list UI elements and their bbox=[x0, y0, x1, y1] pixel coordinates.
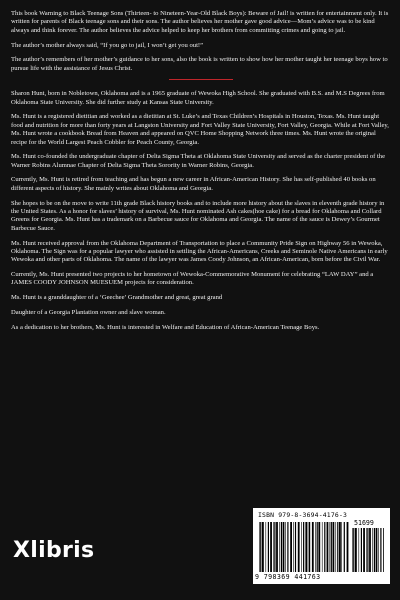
barcode-bar bbox=[279, 522, 280, 572]
red-divider bbox=[169, 79, 233, 80]
bio-paragraph-5: She hopes to be on the move to write 11th grade Black history books and to include more history about the slaves in eleventh grade history in the United States. As a honor for slaves’ history of survival, Ms. Hunt nominated Ash cakes(hoe cake) for a bread for Oklahoma and Collard Greens for Georgia. Ms. Hunt has a trademark on a Barbecue sauce for Oklahoma and Georgia. The name of the sauce is Dewey’s Gourmet Barbecue Sauce. bbox=[11, 199, 385, 232]
barcode-bar bbox=[330, 522, 331, 572]
barcode-bar bbox=[367, 528, 368, 572]
barcode-bar bbox=[285, 522, 286, 572]
barcode-bar bbox=[308, 522, 309, 572]
barcode-bar bbox=[315, 522, 316, 572]
intro-paragraph-2: The author’s mother always said, “If you go to jail, I won’t get you out!” bbox=[11, 41, 204, 49]
barcode-bar bbox=[344, 522, 345, 572]
isbn-label: ISBN 979-8-3694-4176-3 bbox=[258, 511, 348, 519]
barcode-bar bbox=[361, 528, 362, 572]
barcode-bar bbox=[317, 522, 318, 572]
barcode-bar bbox=[380, 528, 381, 572]
bio-paragraph-7: Currently, Ms. Hunt presented two projects to her hometown of Wewoka-Commemorative Monument for celebrating “LAW DAY” and a JAMES COODY JOHNSON MUESUEM projects for consideration. bbox=[11, 271, 374, 287]
barcode-bar bbox=[376, 528, 378, 572]
barcode-main-bars bbox=[259, 522, 349, 572]
bio-paragraph-9: Daughter of a Georgia Plantation owner and slave woman. bbox=[11, 308, 166, 316]
bio-paragraph-4: Currently, Ms. Hunt is retired from teaching and has begun a new career in African-American History. She has self-published 40 books on different aspects of history. She mainly writes about Oklahoma and Georgia. bbox=[11, 176, 376, 192]
barcode-bar bbox=[366, 528, 367, 572]
barcode-bar bbox=[333, 522, 335, 572]
barcode-bar bbox=[312, 522, 314, 572]
barcode-bar bbox=[383, 528, 384, 572]
barcode-bar bbox=[331, 522, 332, 572]
barcode-addon-bars bbox=[352, 528, 384, 572]
barcode-bar bbox=[270, 522, 272, 572]
bio-paragraph-10: As a dedication to her brothers, Ms. Hunt is interested in Welfare and Education of African-American Teenage Boys. bbox=[11, 323, 320, 331]
barcode-bar bbox=[276, 522, 278, 572]
barcode-bar bbox=[305, 522, 307, 572]
barcode-bar bbox=[337, 522, 338, 572]
barcode-bar bbox=[290, 522, 292, 572]
intro-paragraph-3: The author’s remembers of her mother’s guidance to her sons, also the book is written to show how her mother taught her teenage boys how to pursue life with the assistance of Jesus Christ. bbox=[11, 56, 388, 72]
barcode-bar bbox=[341, 522, 342, 572]
barcode-addon-number: 51699 bbox=[354, 519, 374, 527]
bio-paragraph-8: Ms. Hunt is a granddaughter of a ‘Geechee’ Grandmother and great, great grand bbox=[11, 294, 223, 302]
bio-paragraph-6: Ms. Hunt received approval from the Oklahoma Department of Transportation to place a Community Pride Sign on Highway 56 in Wewoka, Oklahoma. The Sign was for a popular lawyer who assisted in settling the African-Americans, Creeks and Seminole Native Americans in early Wewoka and other parts of Oklahoma. The name of the lawyer was James Coody Johnson, an African-American, born before the Civil War. bbox=[11, 239, 388, 264]
barcode-bar bbox=[322, 522, 323, 572]
barcode-bar bbox=[259, 522, 260, 572]
barcode-bar bbox=[327, 522, 329, 572]
barcode-bar bbox=[303, 522, 304, 572]
barcode-bar bbox=[324, 522, 325, 572]
barcode-bar bbox=[309, 522, 310, 572]
barcode-bar bbox=[374, 528, 375, 572]
barcode-bar bbox=[372, 528, 373, 572]
publisher-logo: Xlibris bbox=[13, 538, 95, 563]
bio-paragraph-3: Ms. Hunt co-founded the undergraduate chapter of Delta Sigma Theta at Oklahoma State University and served as the charter president of the Warner Robins Alumnae Chapter of Delta Sigma Theta Sorority in Warner Robins, Georgia. bbox=[11, 153, 386, 169]
bio-paragraph-1: Sharon Hunt, born in Nobletown, Oklahoma and is a 1965 graduate of Wewoka High School. She graduated with B.S. and M.S Degrees from Oklahoma State University. She did further study at Kansas State University. bbox=[11, 90, 385, 106]
barcode-bar bbox=[268, 522, 269, 572]
barcode-bar bbox=[378, 528, 379, 572]
barcode-bar bbox=[363, 528, 365, 572]
barcode-bar bbox=[283, 522, 285, 572]
barcode-bar bbox=[355, 528, 357, 572]
barcode-bar bbox=[339, 522, 341, 572]
bio-paragraph-2: Ms. Hunt is a registered dietitian and worked as a dietitian at St. Luke’s and Texas Children’s Hospitals in Houston, Texas. Ms. Hunt taught food and nutrition for more than forty years at Langston University and Fort Valley State University, Fort Valley, Georgia. While at Fort Valley, Ms. Hunt wrote a cookbook Bread from Heaven and appeared on QVC Home Shopping Network three times. Ms. Hunt wrote the original recipe for the World Largest Peach Cobbler for Peach County, Georgia. bbox=[11, 113, 389, 146]
back-cover-text bbox=[11, 10, 391, 338]
isbn-barcode bbox=[253, 508, 390, 584]
barcode-digits: 9 798369 441763 bbox=[255, 573, 321, 581]
barcode-bar bbox=[287, 522, 288, 572]
barcode-bar bbox=[281, 522, 282, 572]
barcode-bar bbox=[369, 528, 371, 572]
intro-paragraph-1: This book Warning to Black Teenage Sons (Thirteen- to Nineteen-Year-Old Black Boys): Beware of Jail! is written for entertainment only. It is written for parents of Black teenage sons and their sons. The author believes her mother gave good advice—Mom’s advice was to be kind always and think forever. The author believes the advice helped to keep her brothers from committing crimes and going to jail. bbox=[11, 10, 389, 34]
barcode-bar bbox=[301, 522, 302, 572]
barcode-bar bbox=[260, 522, 261, 572]
barcode-bar bbox=[295, 522, 296, 572]
barcode-bar bbox=[359, 528, 360, 572]
barcode-bar bbox=[335, 522, 336, 572]
barcode-bar bbox=[298, 522, 300, 572]
barcode-bar bbox=[318, 522, 320, 572]
barcode-bar bbox=[266, 522, 267, 572]
barcode-bar bbox=[352, 528, 353, 572]
barcode-bar bbox=[293, 522, 294, 572]
barcode-bar bbox=[353, 528, 354, 572]
barcode-bar bbox=[347, 522, 349, 572]
barcode-bar bbox=[262, 522, 264, 572]
barcode-bar bbox=[273, 522, 274, 572]
barcode-bar bbox=[274, 522, 275, 572]
